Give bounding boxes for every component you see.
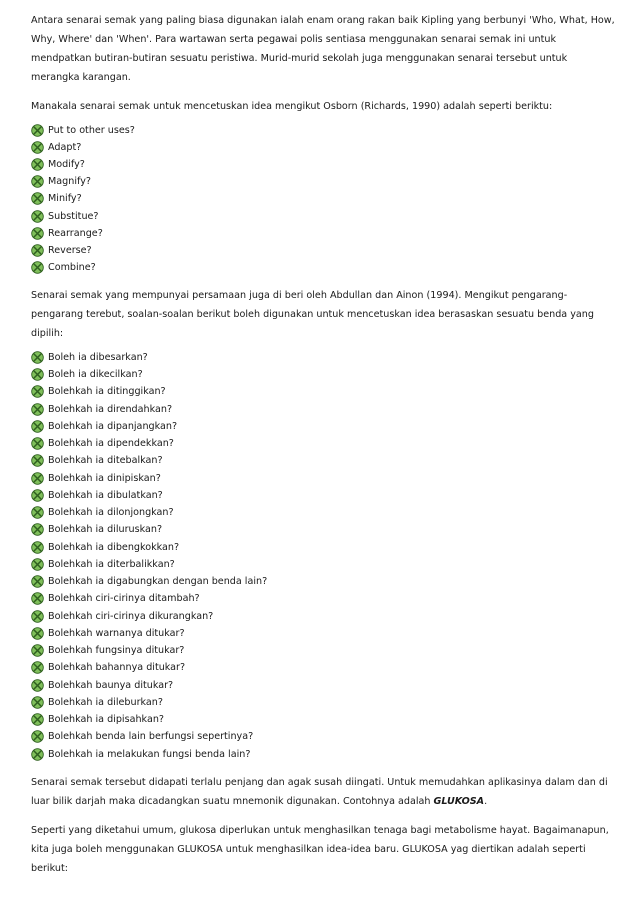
abdullah-list-item (31, 470, 615, 487)
mnemonic-end: . (484, 795, 488, 807)
crossed-circle-bullet-icon (31, 506, 44, 519)
intro-paragraph: Antara senarai semak yang paling biasa digunakan ialah enam orang rakan baik Kipling yang berbunyi 'Who, What, How, Why, Where' dan 'When'. Para wartawan serta pegawai polis sentiasa menggunakan senarai semak ini untuk mendpatkan butiran-butiran sesuatu peristiwa. Murid-murid sekolah juga menggunakan senarai tersebut untuk merangka karangan. (31, 15, 615, 83)
osborn-list-item (31, 242, 615, 259)
abdullah-list-item (31, 521, 615, 538)
abdullah-list-item (31, 711, 615, 728)
list-item-text: Combine? (48, 261, 96, 273)
crossed-circle-bullet-icon (31, 748, 44, 761)
crossed-circle-bullet-icon (31, 385, 44, 398)
osborn-list-item (31, 173, 615, 190)
crossed-circle-bullet-icon (31, 141, 44, 154)
list-item-text: Bolehkah ia dilonjongkan? (48, 507, 174, 519)
abdullah-list-item (31, 349, 615, 366)
document-page (31, 11, 615, 878)
crossed-circle-bullet-icon (31, 644, 44, 657)
list-item-text: Bolehkah ia dibulatkan? (48, 489, 163, 501)
abdullah-list-item (31, 452, 615, 469)
list-item-text: Reverse? (48, 244, 92, 256)
crossed-circle-bullet-icon (31, 368, 44, 381)
abdullah-list-item (31, 608, 615, 625)
crossed-circle-bullet-icon (31, 523, 44, 536)
list-item-text: Bolehkah warnanya ditukar? (48, 627, 185, 639)
crossed-circle-bullet-icon (31, 454, 44, 467)
abdullah-list-item (31, 556, 615, 573)
osborn-list-item (31, 207, 615, 224)
crossed-circle-bullet-icon (31, 713, 44, 726)
abdullah-list-item (31, 383, 615, 400)
list-item-text: Bolehkah ia dinipiskan? (48, 472, 161, 484)
abdullah-list-item (31, 659, 615, 676)
osborn-checklist (31, 122, 615, 276)
crossed-circle-bullet-icon (31, 227, 44, 240)
crossed-circle-bullet-icon (31, 696, 44, 709)
crossed-circle-bullet-icon (31, 661, 44, 674)
abdullah-ainon-checklist (31, 349, 615, 763)
osborn-intro-paragraph: Manakala senarai semak untuk mencetuskan idea mengikut Osborn (Richards, 1990) adalah seperti beriktu: (31, 101, 553, 112)
list-item-text: Rearrange? (48, 227, 103, 239)
mnemonic-word: GLUKOSA (433, 795, 485, 807)
list-item-text: Bolehkah benda lain berfungsi sepertinya? (48, 731, 254, 743)
abdullah-list-item (31, 694, 615, 711)
crossed-circle-bullet-icon (31, 158, 44, 171)
list-item-text: Bolehkah ia dibengkokkan? (48, 541, 180, 553)
crossed-circle-bullet-icon (31, 124, 44, 137)
osborn-list-item (31, 259, 615, 276)
list-item-text: Bolehkah baunya ditukar? (48, 679, 174, 691)
crossed-circle-bullet-icon (31, 592, 44, 605)
list-item-text: Boleh ia dikecilkan? (48, 369, 143, 381)
osborn-list-item (31, 122, 615, 139)
crossed-circle-bullet-icon (31, 351, 44, 364)
list-item-text: Bolehkah ciri-cirinya ditambah? (48, 593, 200, 605)
crossed-circle-bullet-icon (31, 558, 44, 571)
crossed-circle-bullet-icon (31, 679, 44, 692)
list-item-text: Boleh ia dibesarkan? (48, 351, 148, 363)
abdullah-list-item (31, 746, 615, 763)
list-item-text: Adapt? (48, 142, 82, 154)
list-item-text: Bolehkah ia ditebalkan? (48, 455, 163, 467)
list-item-text: Modify? (48, 159, 85, 171)
list-item-text: Bolehkah ciri-cirinya dikurangkan? (48, 610, 214, 622)
abdullah-list-item (31, 573, 615, 590)
crossed-circle-bullet-icon (31, 244, 44, 257)
list-item-text: Bolehkah fungsinya ditukar? (48, 645, 185, 657)
crossed-circle-bullet-icon (31, 610, 44, 623)
crossed-circle-bullet-icon (31, 210, 44, 223)
crossed-circle-bullet-icon (31, 261, 44, 274)
list-item-text: Bolehkah ia dileburkan? (48, 696, 163, 708)
list-item-text: Bolehkah ia direndahkan? (48, 403, 173, 415)
osborn-list-item (31, 225, 615, 242)
abdullah-list-item (31, 418, 615, 435)
abdullah-list-item (31, 366, 615, 383)
abdullah-list-item (31, 625, 615, 642)
crossed-circle-bullet-icon (31, 192, 44, 205)
crossed-circle-bullet-icon (31, 730, 44, 743)
osborn-list-item (31, 139, 615, 156)
crossed-circle-bullet-icon (31, 575, 44, 588)
crossed-circle-bullet-icon (31, 175, 44, 188)
abdullah-list-item (31, 728, 615, 745)
abdullah-list-item (31, 504, 615, 521)
list-item-text: Bolehkah ia diterbalikkan? (48, 558, 175, 570)
list-item-text: Bolehkah bahannya ditukar? (48, 662, 186, 674)
list-item-text: Bolehkah ia diluruskan? (48, 524, 163, 536)
glukosa-paragraph: Seperti yang diketahui umum, glukosa diperlukan untuk menghasilkan tenaga bagi metabolisme hayat. Bagaimanapun, kita juga boleh menggunakan GLUKOSA untuk menghasilkan idea-idea baru. GLUKOSA yag diertikan adalah seperti berikut: (31, 824, 609, 874)
list-item-text: Bolehkah ia dipisahkan? (48, 714, 164, 726)
list-item-text: Put to other uses? (48, 125, 135, 137)
list-item-text: Bolehkah ia melakukan fungsi benda lain? (48, 748, 251, 760)
list-item-text: Bolehkah ia dipendekkan? (48, 438, 174, 450)
osborn-list-item (31, 190, 615, 207)
crossed-circle-bullet-icon (31, 541, 44, 554)
crossed-circle-bullet-icon (31, 489, 44, 502)
list-item-text: Magnify? (48, 176, 91, 188)
list-item-text: Bolehkah ia ditinggikan? (48, 386, 166, 398)
mnemonic-paragraph (31, 773, 615, 811)
abdullah-list-item (31, 435, 615, 452)
crossed-circle-bullet-icon (31, 627, 44, 640)
abdullah-list-item (31, 590, 615, 607)
osborn-list-item (31, 156, 615, 173)
abdullah-list-item (31, 677, 615, 694)
list-item-text: Substitue? (48, 210, 99, 222)
abdullah-ainon-paragraph: Senarai semak yang mempunyai persamaan juga di beri oleh Abdullan dan Ainon (1994). Mengikut pengarang-pengarang terebut, soalan-soalan berikut boleh digunakan untuk mencetuskan idea berasaskan sesuatu benda yang dipilih: (31, 289, 594, 339)
abdullah-list-item (31, 401, 615, 418)
abdullah-list-item (31, 539, 615, 556)
list-item-text: Bolehkah ia digabungkan dengan benda lain? (48, 576, 268, 588)
abdullah-list-item (31, 642, 615, 659)
crossed-circle-bullet-icon (31, 437, 44, 450)
crossed-circle-bullet-icon (31, 420, 44, 433)
list-item-text: Minify? (48, 193, 82, 205)
crossed-circle-bullet-icon (31, 472, 44, 485)
crossed-circle-bullet-icon (31, 403, 44, 416)
abdullah-list-item (31, 487, 615, 504)
mnemonic-text: Senarai semak tersebut didapati terlalu penjang dan agak susah diingati. Untuk memudahkan aplikasinya dalam dan di luar bilik darjah maka dicadangkan suatu mnemonik digunakan. Contohnya adalah (31, 776, 608, 807)
list-item-text: Bolehkah ia dipanjangkan? (48, 420, 178, 432)
